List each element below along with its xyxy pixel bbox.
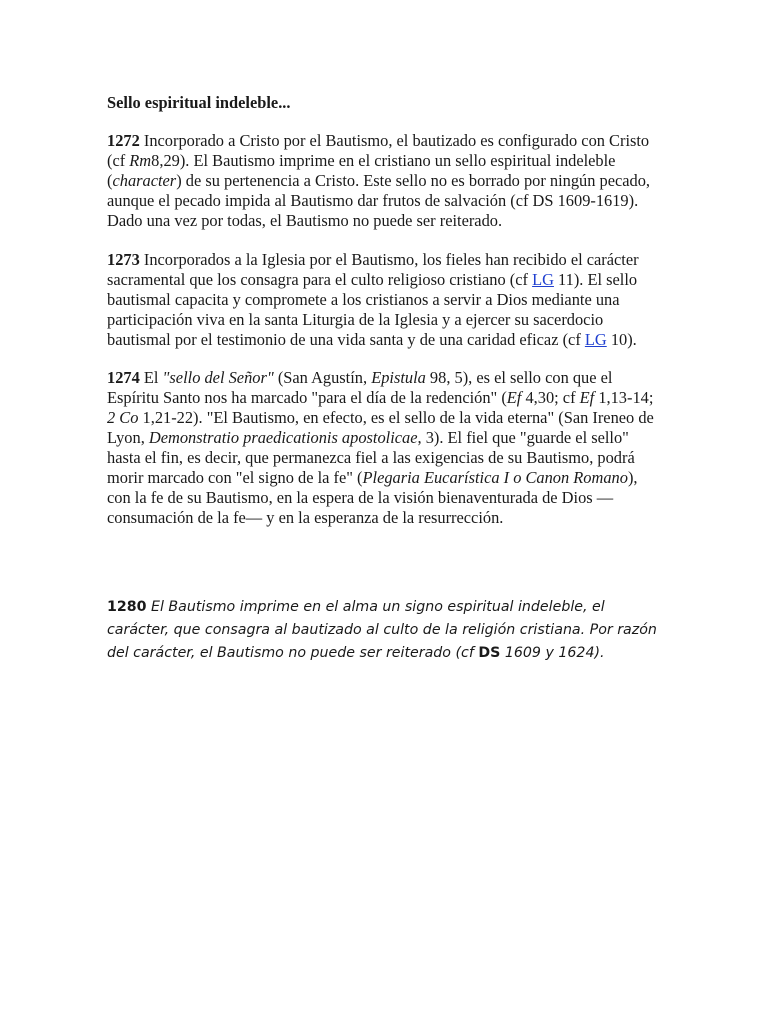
italic-quote: "sello del Señor" — [162, 368, 274, 387]
paragraph-text: El Bautismo imprime en el alma un signo espiritual indeleble, el carácter, que consagra al bautizado al culto de la religión cristiana. Por razón del carácter, el Bautismo no puede ser reiterado (cf — [107, 599, 657, 661]
paragraph-text: 10). — [606, 330, 637, 349]
paragraph-text: 1,21-22). "El Bautismo, en efecto, es el sello de la vida eterna" (San Ireneo de Lyon, — [107, 408, 654, 447]
paragraph-text: ), con la fe de su Bautismo, en la espera de la visión bienaventurada de Dios —consumación de la fe— y en la esperanza de la resurrección. — [107, 468, 638, 527]
citation-abbrev: Ef — [506, 388, 522, 407]
paragraph-text: Incorporado a Cristo por el Bautismo, el bautizado es configurado con Cristo (cf — [107, 131, 650, 170]
citation-abbrev: DS — [478, 645, 501, 661]
citation-title: Epistula — [371, 368, 426, 387]
paragraph-text: , 3). El fiel que "guarde el sello" hasta el fin, es decir, que permanezca fiel a las exigencias de su Bautismo, podrá morir marcado con "el signo de la fe" ( — [107, 428, 635, 487]
paragraph-text: 11). El sello bautismal capacita y compromete a los cristianos a servir a Dios mediante una participación viva en la santa Liturgia de la Iglesia y a ejercer su sacerdocio bautismal por el testimonio de una vida santa y de una caridad eficaz (cf — [107, 270, 638, 349]
paragraph-text: 1609 y 1624). — [500, 645, 605, 661]
citation-abbrev: 2 Co — [107, 408, 139, 427]
lg-link[interactable]: LG — [584, 330, 607, 349]
paragraph-1280 — [107, 596, 667, 665]
citation-title: Plegaria Eucarística I o Canon Romano — [362, 468, 628, 487]
paragraph-1272 — [107, 131, 663, 231]
paragraph-text: 1,13-14; — [594, 388, 654, 407]
section-title: Sello espiritual indeleble... — [107, 93, 291, 112]
citation-abbrev: Ef — [579, 388, 595, 407]
paragraph-text: 8,29). El Bautismo imprime en el cristiano un sello espiritual indeleble ( — [107, 151, 616, 190]
paragraph-1274 — [107, 368, 663, 528]
italic-term: character — [112, 171, 177, 190]
paragraph-text: El — [139, 368, 163, 387]
paragraph-text: Incorporados a la Iglesia por el Bautismo, los fieles han recibido el carácter sacramental que los consagra para el culto religioso cristiano (cf — [107, 250, 639, 289]
paragraph-number: 1274 — [107, 368, 140, 387]
paragraph-text: ) de su pertenencia a Cristo. Este sello no es borrado por ningún pecado, aunque el pecado impida al Bautismo dar frutos de salvación (cf DS 1609-1619). Dado una vez por todas, el Bautismo no puede ser reiterado. — [107, 171, 651, 230]
paragraph-text: 4,30; cf — [521, 388, 580, 407]
paragraph-text: 98, 5), es el sello con que el Espíritu Santo nos ha marcado "para el día de la redención" ( — [107, 368, 613, 407]
paragraph-number: 1272 — [107, 131, 140, 150]
citation-abbrev: Rm — [129, 151, 152, 170]
paragraph-text: (San Agustín, — [273, 368, 372, 387]
citation-title: Demonstratio praedicationis apostolicae — [148, 428, 418, 447]
lg-link[interactable]: LG — [532, 270, 554, 289]
paragraph-1273 — [107, 250, 663, 350]
paragraph-number: 1273 — [107, 250, 140, 269]
paragraph-number: 1280 — [107, 599, 147, 615]
